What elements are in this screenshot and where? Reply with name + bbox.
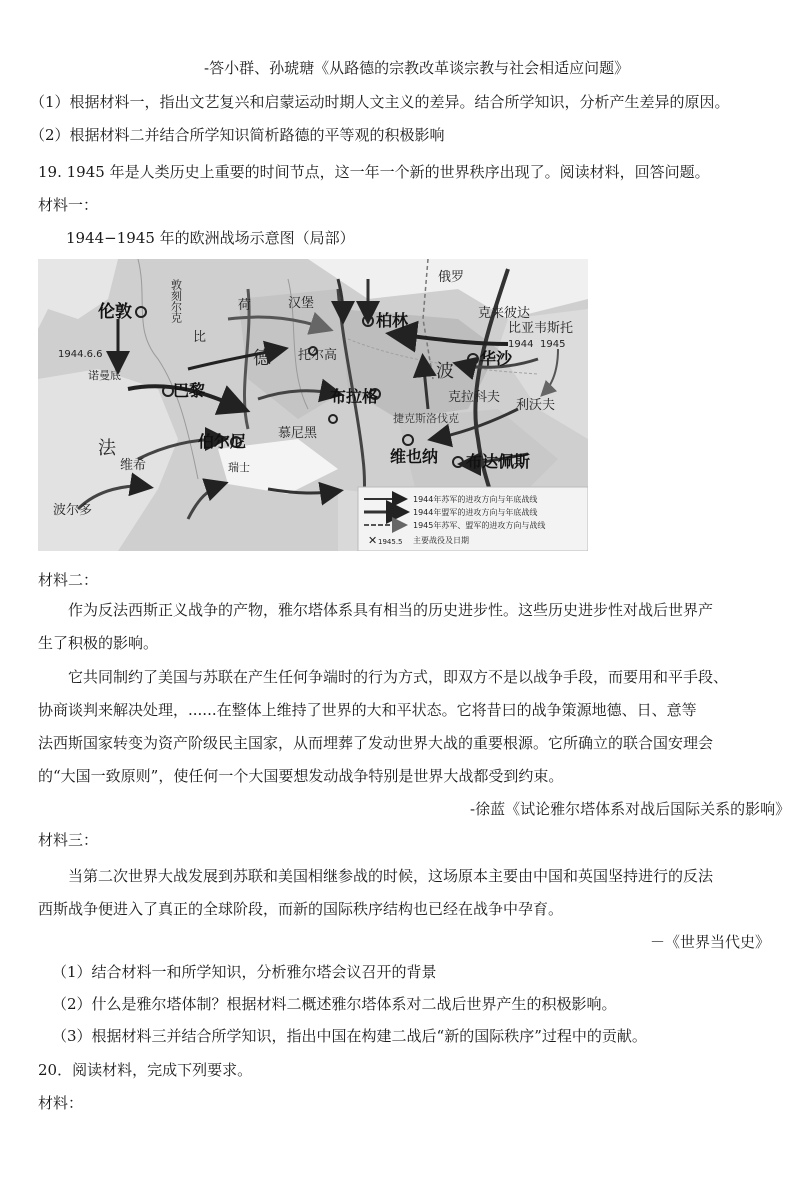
question-19-1: （1）结合材料一和所学知识，分析雅尔塔会议召开的背景 xyxy=(52,963,437,981)
map-label-lviv: 利沃夫 xyxy=(516,398,556,413)
map-title: 1944−1945 年的欧洲战场示意图（局部） xyxy=(66,229,355,247)
map-label-normandy: 诺曼底 xyxy=(88,369,121,382)
legend-item-2: 1944年盟军的进攻方向与年底战线 xyxy=(413,508,538,517)
map-label-france: 法 xyxy=(98,438,116,459)
map-date-2: 1944 xyxy=(508,339,534,350)
material-2-label: 材料二： xyxy=(38,571,99,589)
map-label-switzerland: 瑞士 xyxy=(228,461,250,474)
map-label-kerch: 克来彼达 xyxy=(478,306,531,321)
question-19-3: （3）根据材料三并结合所学知识，指出中国在构建二战后“新的国际秩序”过程中的贡献。 xyxy=(52,1027,647,1045)
map-label-hamburg: 汉堡 xyxy=(288,296,315,311)
map-label-dunkirk: 敦刻尔克 xyxy=(169,279,183,323)
map-label-paris: 巴黎 xyxy=(173,381,206,400)
material-2-p2b: 协商谈判来解决处理，......在整体上维持了世界的大和平状态。它将昔曰的战争策源地德、日、意等 xyxy=(38,701,697,719)
legend-item-4: 主要战役及日期 xyxy=(413,536,469,545)
map-label-prussia: 俄罗 xyxy=(438,270,465,285)
map-label-belgium: 比 xyxy=(193,330,207,345)
material-1-label: 材料一： xyxy=(38,196,99,214)
source-citation-1: -答小群、孙琥瑭《从路德的宗教改革谈宗教与社会相适应问题》 xyxy=(204,59,630,77)
material-3-p1a: 当第二次世界大战发展到苏联和美国相继参战的时候，这场原本主要由中国和英国坚持进行的反法 xyxy=(68,867,714,885)
map-label-budapest: 布达佩斯 xyxy=(466,452,531,471)
material-3-label: 材料三： xyxy=(38,831,99,849)
map-label-germany: 德 xyxy=(253,348,271,369)
map-label-vichy: 维希 xyxy=(120,458,147,473)
question-19-stem: 19. 1945 年是人类历史上重要的时间节点，这一年一个新的世界秩序出现了。阅读材料，回答问题。 xyxy=(38,163,710,181)
map-date-1: 1944.6.6 xyxy=(58,349,103,360)
material-3-p1b: 西斯战争便进入了真正的全球阶段，而新的国际秩序结构也已经在战争中孕育。 xyxy=(38,900,564,918)
map-label-prague: 布拉格 xyxy=(330,387,379,406)
question-18-2: （2）根据材料二并结合所学知识简析路德的平等观的积极影响 xyxy=(30,126,445,144)
question-18-1: （1）根据材料一，指出文艺复兴和启蒙运动时期人文主义的差异。结合所学知识，分析产生差异的原因。 xyxy=(30,93,730,111)
question-20-stem: 20．阅读材料，完成下列要求。 xyxy=(38,1061,253,1079)
material-2-p2d: 的“大国一致原则”，使任何一个大国要想发动战争特别是世界大战都受到约束。 xyxy=(38,767,564,785)
europe-battle-map xyxy=(38,259,588,551)
map-label-czech: 捷克斯洛伐克 xyxy=(393,412,459,425)
map-label-netherlands: 荷 xyxy=(238,298,252,313)
map-label-bialystok: 比亚韦斯托 xyxy=(508,321,574,336)
map-label-bordeaux: 波尔多 xyxy=(53,503,93,518)
map-label-vienna: 维也纳 xyxy=(390,447,439,466)
legend-item-1: 1944年苏军的进攻方向与年底战线 xyxy=(413,495,538,504)
map-date-3: 1945 xyxy=(540,339,566,350)
material-2-p2c: 法西斯国家转变为资产阶级民主国家，从而埋葬了发动世界大战的重要根源。它所确立的联合国安理会 xyxy=(38,734,714,752)
map-label-munich: 慕尼黑 xyxy=(278,426,318,441)
question-20-material-label: 材料： xyxy=(38,1094,84,1112)
map-label-krakow: 克拉科夫 xyxy=(448,390,501,405)
material-2-p1b: 生了积极的影响。 xyxy=(38,634,159,652)
material-2-p2a: 它共同制约了美国与苏联在产生任何争端时的行为方式，即双方不是以战争手段，而要用和平手段、 xyxy=(68,668,729,686)
map-label-london: 伦敦 xyxy=(98,302,132,322)
map-label-poland: 波 xyxy=(436,361,454,382)
material-2-source: -徐蓝《试论雅尔塔体系对战后国际关系的影响》 xyxy=(470,800,791,818)
map-label-warsaw: 华沙 xyxy=(480,349,513,368)
map-legend xyxy=(358,487,588,551)
svg-text:✕: ✕ xyxy=(368,534,378,547)
material-2-p1a: 作为反法西斯正义战争的产物，雅尔塔体系具有相当的历史进步性。这些历史进步性对战后世界产 xyxy=(68,601,714,619)
material-3-source: －《世界当代史》 xyxy=(649,933,770,951)
map-label-torgau: 托尔高 xyxy=(298,348,338,363)
map-label-berlin: 柏林 xyxy=(376,311,409,330)
legend-date: 1945.5 xyxy=(378,538,403,546)
legend-item-3: 1945年苏军、盟军的进攻方向与战线 xyxy=(413,521,546,530)
question-19-2: （2）什么是雅尔塔体制？根据材料二概述雅尔塔体系对二战后世界产生的积极影响。 xyxy=(52,995,617,1013)
map-label-bern: 伯尔尼 xyxy=(198,432,247,451)
